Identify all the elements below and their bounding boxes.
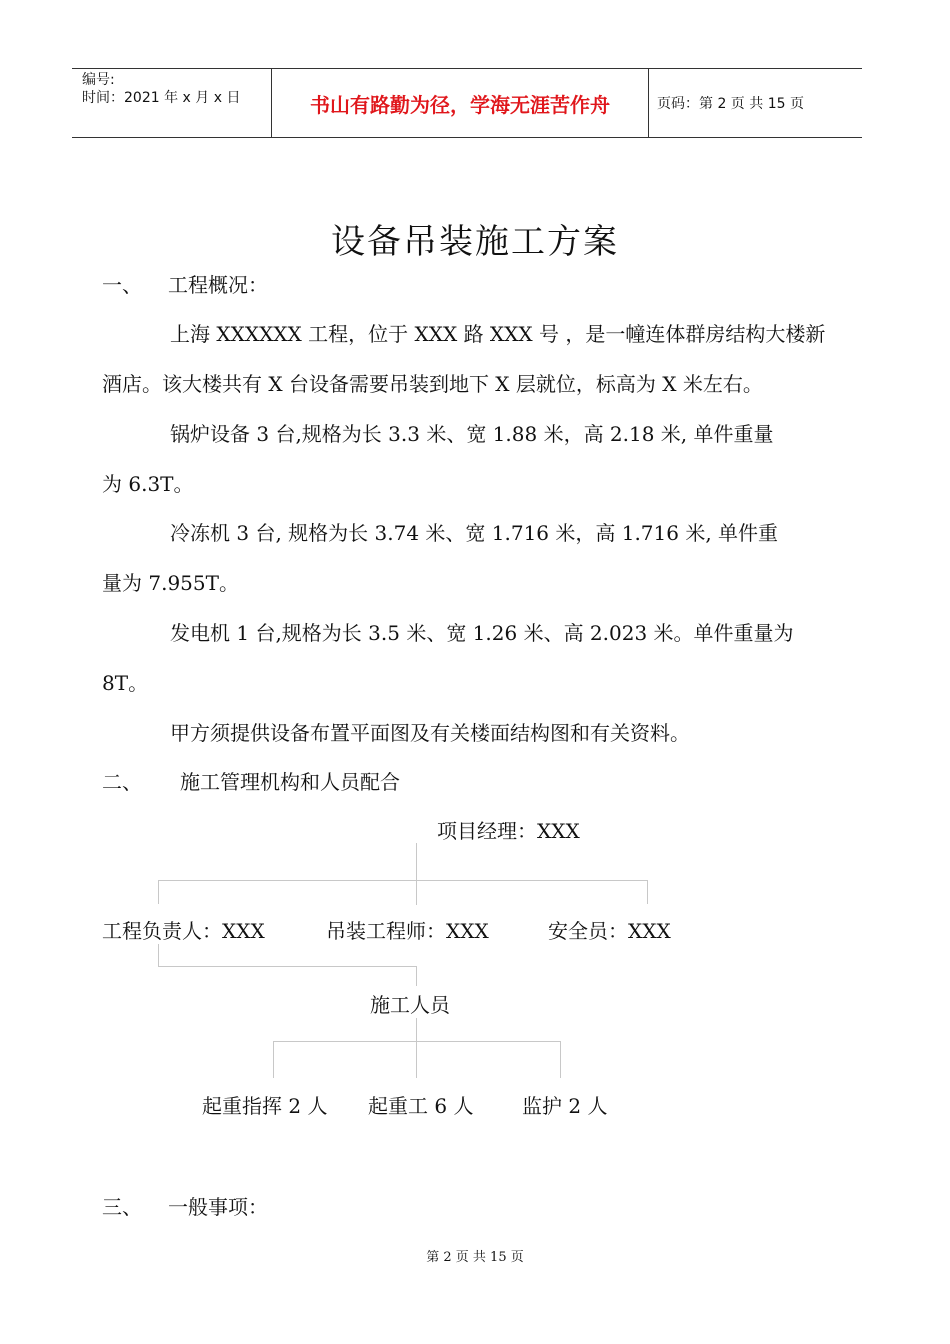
header-meta-cell [72,69,272,137]
section2-heading: 施工管理机构和人员配合 [180,770,400,794]
org-project-manager: 项目经理：XXX [437,819,580,843]
paragraph-line: 冷冻机 3 台, 规格为长 3.74 米、宽 1.716 米，高 1.716 米, 单件重 [170,521,779,545]
org-lifting-engineer: 吊装工程师：XXX [326,919,489,943]
org-connector [273,1041,561,1042]
paragraph-line: 酒店。该大楼共有 X 台设备需要吊装到地下 X 层就位，标高为 X 米左右。 [102,372,763,396]
page-header [72,68,862,138]
date-label: 时间：2021 年 x 月 x 日 [82,90,241,106]
org-lifting-commander: 起重指挥 2 人 [202,1094,328,1118]
document-title: 设备吊装施工方案 [331,222,619,262]
org-connector [158,966,417,967]
paragraph-line: 为 6.3T。 [102,472,194,496]
org-connector [560,1041,561,1078]
org-connector [158,944,159,967]
paragraph-line: 量为 7.955T。 [102,571,239,595]
paragraph-line: 锅炉设备 3 台,规格为长 3.3 米、宽 1.88 米，高 2.18 米, 单件重量 [170,422,774,446]
section2-number: 二、 [102,770,142,794]
paragraph-line: 8T。 [102,671,149,695]
section1-heading: 工程概况： [168,273,268,297]
org-connector [158,880,159,904]
org-connector [416,1018,417,1078]
org-construction-staff: 施工人员 [370,993,450,1017]
page-footer: 第 2 页 共 15 页 [426,1250,524,1265]
header-page-info: 页码：第 2 页 共 15 页 [657,96,804,112]
org-connector [158,880,648,881]
org-connector [273,1041,274,1078]
paragraph-line: 上海 XXXXXX 工程，位于 XXX 路 XXX 号 ，是一幢连体群房结构大楼新 [170,322,826,346]
section3-number: 三、 [102,1195,142,1219]
org-safety-officer: 安全员：XXX [548,919,671,943]
org-engineering-lead: 工程负责人：XXX [102,919,265,943]
header-motto: 书山有路勤为径，学海无涯苦作舟 [272,69,649,137]
org-connector [416,843,417,905]
section3-heading: 一般事项： [168,1195,268,1219]
org-supervisors: 监护 2 人 [522,1094,608,1118]
org-connector [416,966,417,986]
paragraph-line: 发电机 1 台,规格为长 3.5 米、宽 1.26 米、高 2.023 米。单件重量为 [170,621,794,645]
paragraph-line: 甲方须提供设备布置平面图及有关楼面结构图和有关资料。 [170,721,690,745]
section1-number: 一、 [102,273,142,297]
org-connector [647,880,648,904]
serial-label: 编号: [82,72,115,88]
org-riggers: 起重工 6 人 [368,1094,474,1118]
